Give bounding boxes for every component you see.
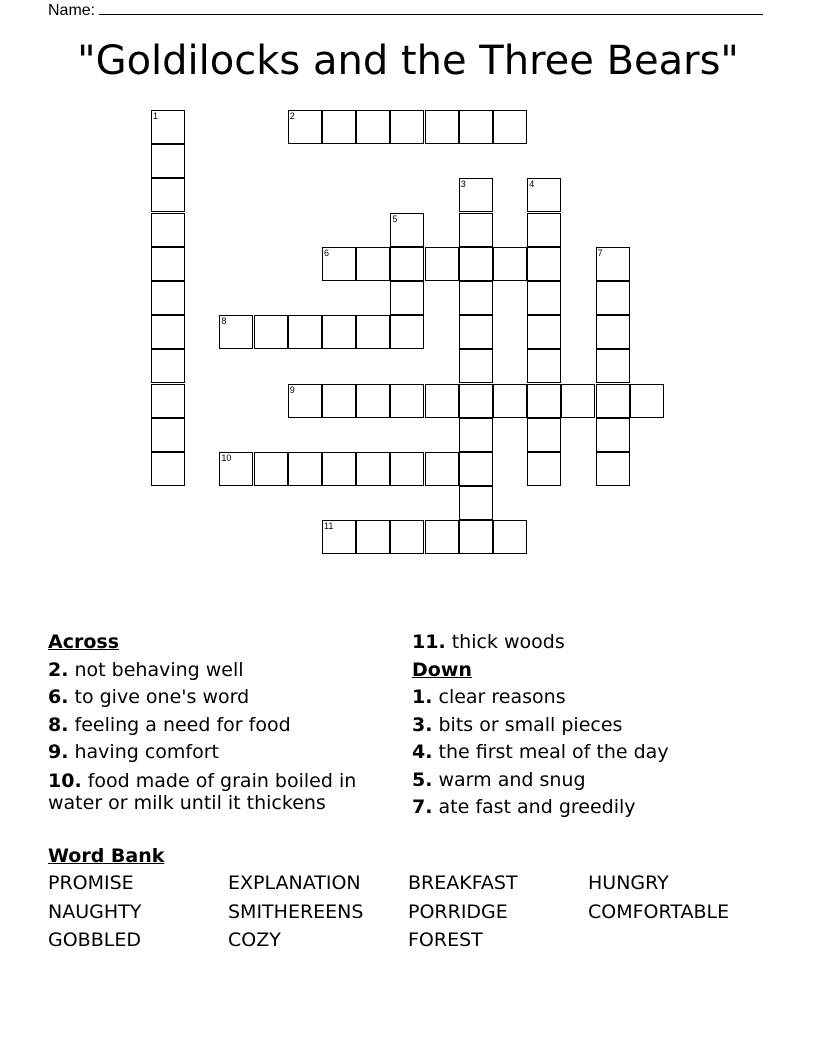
- grid-cell[interactable]: [356, 384, 390, 418]
- grid-cell[interactable]: [527, 281, 561, 315]
- grid-cell[interactable]: [151, 384, 185, 418]
- grid-cell[interactable]: [151, 144, 185, 178]
- grid-cell[interactable]: [288, 110, 322, 144]
- grid-cell[interactable]: [322, 110, 356, 144]
- grid-cell[interactable]: [459, 452, 493, 486]
- grid-cell[interactable]: [151, 213, 185, 247]
- clue-down-3: 3. bits or small pieces: [412, 713, 623, 736]
- grid-cell[interactable]: [596, 349, 630, 383]
- word-bank-heading: Word Bank: [48, 845, 165, 867]
- grid-cell[interactable]: [459, 213, 493, 247]
- grid-cell[interactable]: [151, 247, 185, 281]
- grid-cell[interactable]: [219, 452, 253, 486]
- cell-number: 8: [221, 316, 227, 327]
- grid-cell[interactable]: [459, 520, 493, 554]
- grid-cell[interactable]: [527, 349, 561, 383]
- grid-cell[interactable]: [390, 281, 424, 315]
- grid-cell[interactable]: [459, 110, 493, 144]
- clue-across-10: 10. food made of grain boiled in water or milk until it thickens: [48, 769, 357, 814]
- word-bank-item: COMFORTABLE: [588, 900, 730, 923]
- cell-number: 3: [460, 179, 466, 190]
- grid-cell[interactable]: [356, 247, 390, 281]
- word-bank-item: FOREST: [408, 929, 483, 951]
- grid-cell[interactable]: [390, 384, 424, 418]
- grid-cell[interactable]: [425, 520, 459, 554]
- grid-cell[interactable]: [425, 247, 459, 281]
- grid-cell[interactable]: [527, 178, 561, 212]
- name-underline[interactable]: [99, 0, 763, 15]
- clue-across-9: 9. having comfort: [48, 741, 220, 763]
- grid-cell[interactable]: [254, 315, 288, 349]
- grid-cell[interactable]: [219, 315, 253, 349]
- grid-cell[interactable]: [425, 452, 459, 486]
- grid-cell[interactable]: [596, 418, 630, 452]
- grid-cell[interactable]: [527, 418, 561, 452]
- word-bank-item: PORRIDGE: [408, 900, 508, 923]
- name-label: Name:: [48, 2, 96, 19]
- grid-cell[interactable]: [151, 452, 185, 486]
- grid-cell[interactable]: [527, 315, 561, 349]
- grid-cell[interactable]: [356, 520, 390, 554]
- grid-cell[interactable]: [151, 349, 185, 383]
- grid-cell[interactable]: [151, 315, 185, 349]
- grid-cell[interactable]: [425, 384, 459, 418]
- cell-number: 6: [324, 247, 330, 258]
- cell-number: 2: [289, 111, 295, 121]
- grid-cell[interactable]: [151, 418, 185, 452]
- grid-cell[interactable]: [288, 315, 322, 349]
- grid-cell[interactable]: [390, 247, 424, 281]
- grid-cell[interactable]: [596, 281, 630, 315]
- word-bank-item: GOBBLED: [48, 929, 141, 951]
- grid-cell[interactable]: [459, 349, 493, 383]
- grid-cell[interactable]: [322, 384, 356, 418]
- grid-cell[interactable]: [527, 213, 561, 247]
- cell-number: 4: [529, 179, 535, 190]
- grid-cell[interactable]: [630, 384, 664, 418]
- grid-cell[interactable]: [356, 110, 390, 144]
- grid-cell[interactable]: [596, 452, 630, 486]
- grid-cell[interactable]: [459, 315, 493, 349]
- puzzle-title: "Goldilocks and the Three Bears": [77, 38, 739, 84]
- clue-down-7: 7. ate fast and greedily: [412, 796, 636, 818]
- grid-cell[interactable]: [151, 281, 185, 315]
- grid-cell[interactable]: [356, 452, 390, 486]
- clue-across-6: 6. to give one's word: [48, 686, 250, 708]
- word-bank-item: NAUGHTY: [48, 900, 142, 923]
- grid-cell[interactable]: [390, 213, 424, 247]
- grid-cell[interactable]: [527, 452, 561, 486]
- clue-down-1: 1. clear reasons: [412, 686, 566, 708]
- grid-cell[interactable]: [493, 384, 527, 418]
- grid-cell[interactable]: [151, 178, 185, 212]
- grid-cell[interactable]: [493, 110, 527, 144]
- grid-cell[interactable]: [527, 384, 561, 418]
- grid-cell[interactable]: [459, 486, 493, 520]
- grid-cell[interactable]: [322, 520, 356, 554]
- grid-cell[interactable]: [459, 178, 493, 212]
- word-bank-item: COZY: [228, 929, 281, 951]
- word-bank-item: SMITHEREENS: [228, 900, 364, 923]
- grid-cell[interactable]: [561, 384, 595, 418]
- grid-cell[interactable]: [288, 452, 322, 486]
- clues-column-left: [48, 629, 398, 817]
- word-bank-item: PROMISE: [48, 872, 134, 894]
- grid-cell[interactable]: [596, 247, 630, 281]
- grid-cell[interactable]: [390, 315, 424, 349]
- grid-cell[interactable]: [596, 315, 630, 349]
- clue-across-2: 2. not behaving well: [48, 658, 244, 681]
- clue-across-11: 11. thick woods: [412, 631, 565, 653]
- cell-number: 1: [153, 111, 159, 121]
- grid-cell[interactable]: [254, 452, 288, 486]
- name-field: [48, 0, 763, 20]
- grid-cell[interactable]: [493, 247, 527, 281]
- cell-number: 9: [289, 384, 295, 395]
- cell-number: 11: [324, 521, 334, 532]
- word-bank-item: EXPLANATION: [228, 872, 361, 894]
- grid-cell[interactable]: [459, 384, 493, 418]
- grid-cell[interactable]: [459, 281, 493, 315]
- cell-number: 7: [597, 247, 603, 258]
- clue-down-5: 5. warm and snug: [412, 768, 586, 791]
- grid-cell[interactable]: [151, 110, 185, 144]
- word-bank-item: HUNGRY: [588, 872, 669, 894]
- across-heading: Across: [48, 631, 120, 653]
- word-bank: [48, 872, 768, 958]
- clues-column-right: [412, 629, 772, 822]
- cell-number: 5: [392, 213, 398, 224]
- grid-cell[interactable]: [493, 520, 527, 554]
- grid-cell[interactable]: [527, 247, 561, 281]
- grid-cell[interactable]: [390, 110, 424, 144]
- grid-cell[interactable]: [390, 520, 424, 554]
- grid-cell[interactable]: [356, 315, 390, 349]
- grid-cell[interactable]: [322, 315, 356, 349]
- grid-cell[interactable]: [425, 110, 459, 144]
- grid-cell[interactable]: [390, 452, 424, 486]
- cell-number: 10: [221, 453, 232, 463]
- grid-cell[interactable]: [322, 452, 356, 486]
- down-heading: Down: [412, 658, 472, 681]
- word-bank-item: BREAKFAST: [408, 872, 518, 894]
- grid-cell[interactable]: [322, 247, 356, 281]
- grid-cell[interactable]: [459, 418, 493, 452]
- grid-cell[interactable]: [459, 247, 493, 281]
- clue-across-8: 8. feeling a need for food: [48, 713, 291, 736]
- grid-cell[interactable]: [596, 384, 630, 418]
- grid-cell[interactable]: [288, 384, 322, 418]
- clue-down-4: 4. the first meal of the day: [412, 741, 669, 763]
